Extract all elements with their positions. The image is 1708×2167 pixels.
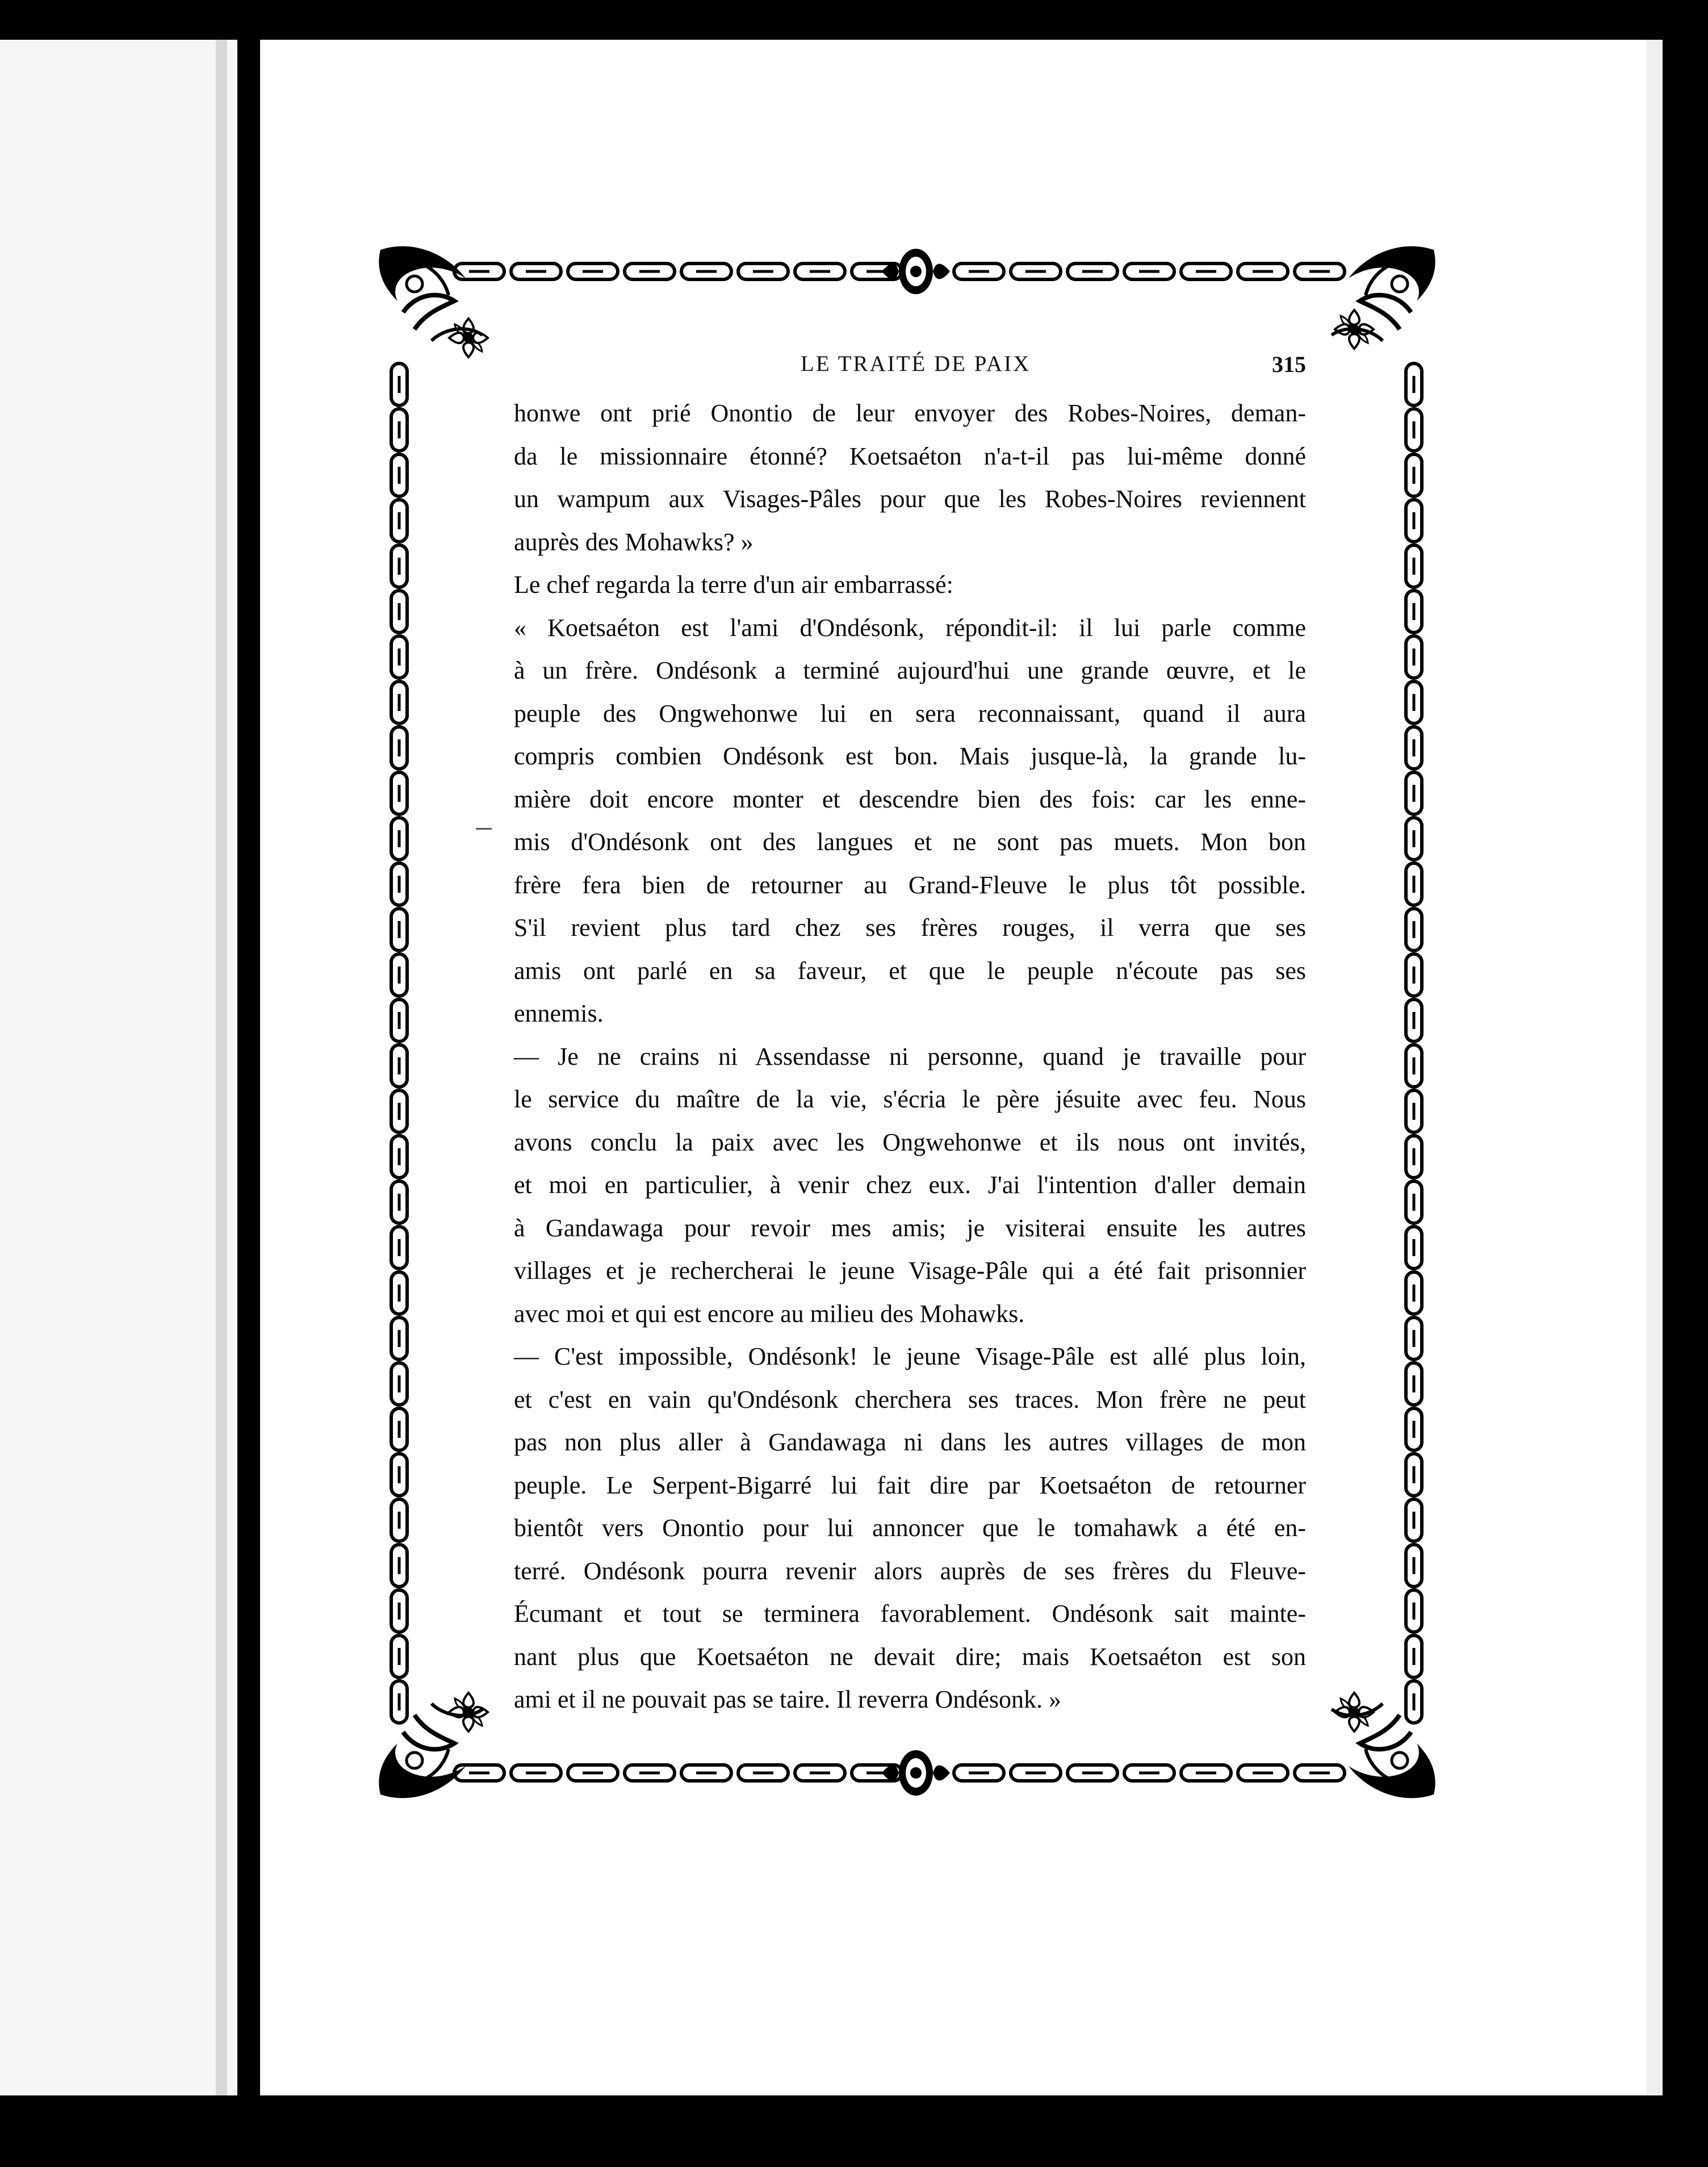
text-line: peuple des Ongwehonwe lui en sera reconnaissant, quand il aura <box>514 699 1306 727</box>
text-line: honwe ont prié Onontio de leur envoyer des Robes-Noires, deman- <box>514 399 1306 427</box>
text-line: compris combien Ondésonk est bon. Mais jusque-là, la grande lu- <box>514 742 1306 770</box>
left-chain <box>391 363 407 1723</box>
text-line: amis ont parlé en sa faveur, et que le peuple n'écoute pas ses <box>514 956 1306 985</box>
running-header <box>511 351 1306 385</box>
body-text <box>514 392 1306 1721</box>
text-line: et c'est en vain qu'Ondésonk cherchera ses traces. Mon frère ne peut <box>514 1385 1306 1413</box>
text-line: nant plus que Koetsaéton ne devait dire; mais Koetsaéton est son <box>514 1642 1306 1671</box>
text-line: Le chef regarda la terre d'un air embarrassé: <box>514 571 953 599</box>
corner-ornament-top-right <box>1332 246 1435 349</box>
page-number: 315 <box>1272 352 1306 377</box>
text-line: avec moi et qui est encore au milieu des Mohawks. <box>514 1299 1025 1328</box>
text-line: Écumant et tout se terminera favorablement. Ondésonk sait mainte- <box>514 1600 1306 1628</box>
bottom-chain <box>454 1750 1345 1796</box>
text-line: ennemis. <box>514 999 604 1027</box>
text-line: — C'est impossible, Ondésonk! le jeune Visage-Pâle est allé plus loin, <box>514 1342 1306 1370</box>
text-line: et moi en particulier, à venir chez eux. J'ai l'intention d'aller demain <box>514 1171 1306 1199</box>
text-line: S'il revient plus tard chez ses frères rouges, il verra que ses <box>514 914 1306 942</box>
text-line: frère fera bien de retourner au Grand-Fleuve le plus tôt possible. <box>514 871 1306 899</box>
text-line: auprès des Mohawks? » <box>514 528 753 556</box>
text-line: da le missionnaire étonné? Koetsaéton n'a-t-il pas lui-même donné <box>514 442 1306 470</box>
text-line: pas non plus aller à Gandawaga ni dans les autres villages de mon <box>514 1428 1306 1456</box>
text-line: à Gandawaga pour revoir mes amis; je visiterai ensuite les autres <box>514 1214 1306 1242</box>
text-line: peuple. Le Serpent-Bigarré lui fait dire par Koetsaéton de retourner <box>514 1471 1306 1499</box>
text-line: villages et je rechercherai le jeune Visage-Pâle qui a été fait prisonnier <box>514 1257 1306 1285</box>
text-line: « Koetsaéton est l'ami d'Ondésonk, répondit-il: il lui parle comme <box>514 613 1306 642</box>
right-chain <box>1406 363 1422 1723</box>
text-line: ami et il ne pouvait pas se taire. Il reverra Ondésonk. » <box>514 1685 1062 1713</box>
text-line: — Je ne crains ni Assendasse ni personne, quand je travaille pour <box>514 1042 1306 1070</box>
text-line: le service du maître de la vie, s'écria le père jésuite avec feu. Nous <box>514 1085 1306 1113</box>
text-line: bientôt vers Onontio pour lui annoncer que le tomahawk a été en- <box>514 1514 1306 1542</box>
top-chain <box>454 249 1345 294</box>
text-line: à un frère. Ondésonk a terminé aujourd'hui une grande œuvre, et le <box>514 656 1306 684</box>
text-line: un wampum aux Visages-Pâles pour que les Robes-Noires reviennent <box>514 485 1306 513</box>
text-line: avons conclu la paix avec les Ongwehonwe et ils nous ont invités, <box>514 1128 1306 1156</box>
running-title: LE TRAITÉ DE PAIX <box>801 352 1031 376</box>
text-line: mière doit encore monter et descendre bien des fois: car les enne- <box>514 785 1306 813</box>
corner-ornament-bottom-right <box>1332 1693 1435 1798</box>
text-line: terré. Ondésonk pourra revenir alors auprès de ses frères du Fleuve- <box>514 1557 1306 1585</box>
text-line: mis d'Ondésonk ont des langues et ne sont pas muets. Mon bon <box>514 828 1306 856</box>
